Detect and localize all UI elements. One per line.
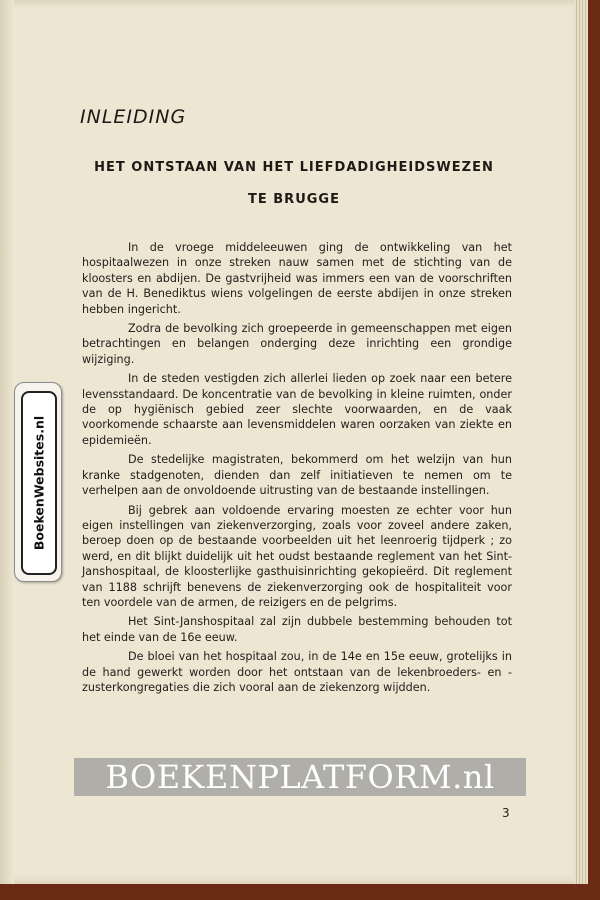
paragraph: In de vroege middeleeuwen ging de ontwikkeling van het hospitaalwezen in onze streken nauw samen met de stichting van de kloosters en abdijen. De gastvrijheid was immers een van de voorschriften van de H. Benediktus wiens volgelingen de eerste abdijen in onze streken hebben ingericht. xyxy=(82,241,512,316)
chapter-heading: INLEIDING xyxy=(80,106,187,128)
sticker-label: BoekenWebsites.nl xyxy=(31,415,47,551)
chapter-title-line1: HET ONTSTAAN VAN HET LIEFDADIGHEIDSWEZEN xyxy=(94,160,494,175)
paragraph: Zodra de bevolking zich groepeerde in gemeenschappen met eigen betrachtingen en belangen onderging deze inrichting een grondige wijziging. xyxy=(82,322,512,366)
sticker-frame xyxy=(21,391,57,575)
page-edge xyxy=(574,0,588,884)
page-number: 3 xyxy=(502,806,510,820)
paragraph: De bloei van het hospitaal zou, in de 14e en 15e eeuw, grotelijks in de hand gewerkt worden door het ontstaan van de lekenbroeders- en -zusterkongregaties die zich vooral aan de ziekenzorg wijdden. xyxy=(82,650,512,694)
paragraph: De stedelijke magistraten, bekommerd om het welzijn van hun kranke stadgenoten, dienden dan zelf initiatieven te nemen om te verhelpen aan de onvoldoende uitrusting van de bestaande instellingen. xyxy=(82,453,512,498)
chapter-title-line2: TE BRUGGE xyxy=(248,192,340,207)
paragraph: Het Sint-Janshospitaal zal zijn dubbele bestemming behouden tot het einde van de 16e eeuw. xyxy=(82,615,512,644)
paragraph: In de steden vestigden zich allerlei lieden op zoek naar een betere levensstandaard. De koncentratie van de bevolking in kleine ruimten, onder de op hygiënisch gebied zeer slechte voorwaarden, en de vaak voorkomende schaarste aan levensmiddelen waren oorzaken van ziekte en epidemieën. xyxy=(82,372,512,447)
body-text xyxy=(82,240,512,699)
bookmark-sticker xyxy=(14,382,62,582)
page-spine xyxy=(0,0,14,884)
paragraph: Bij gebrek aan voldoende ervaring moesten ze echter voor hun eigen instellingen van ziekenverzorging, zoals voor zoveel andere zaken, beroep doen op de bestaande voorbeelden uit het leenroerig tijdperk ; zo werd, en dit blijkt duidelijk uit het oudst bestaande reglement van het Sint-Janshospitaal, de kloosterlijke gasthuisinrichting gekopieërd. Dit reglement van 1188 schrijft benevens de ziekenverzorging ook de hospitaliteit voor ten voordele van de armen, de reizigers en de pelgrims. xyxy=(82,503,512,609)
watermark-banner: BOEKENPLATFORM.nl xyxy=(74,758,526,796)
